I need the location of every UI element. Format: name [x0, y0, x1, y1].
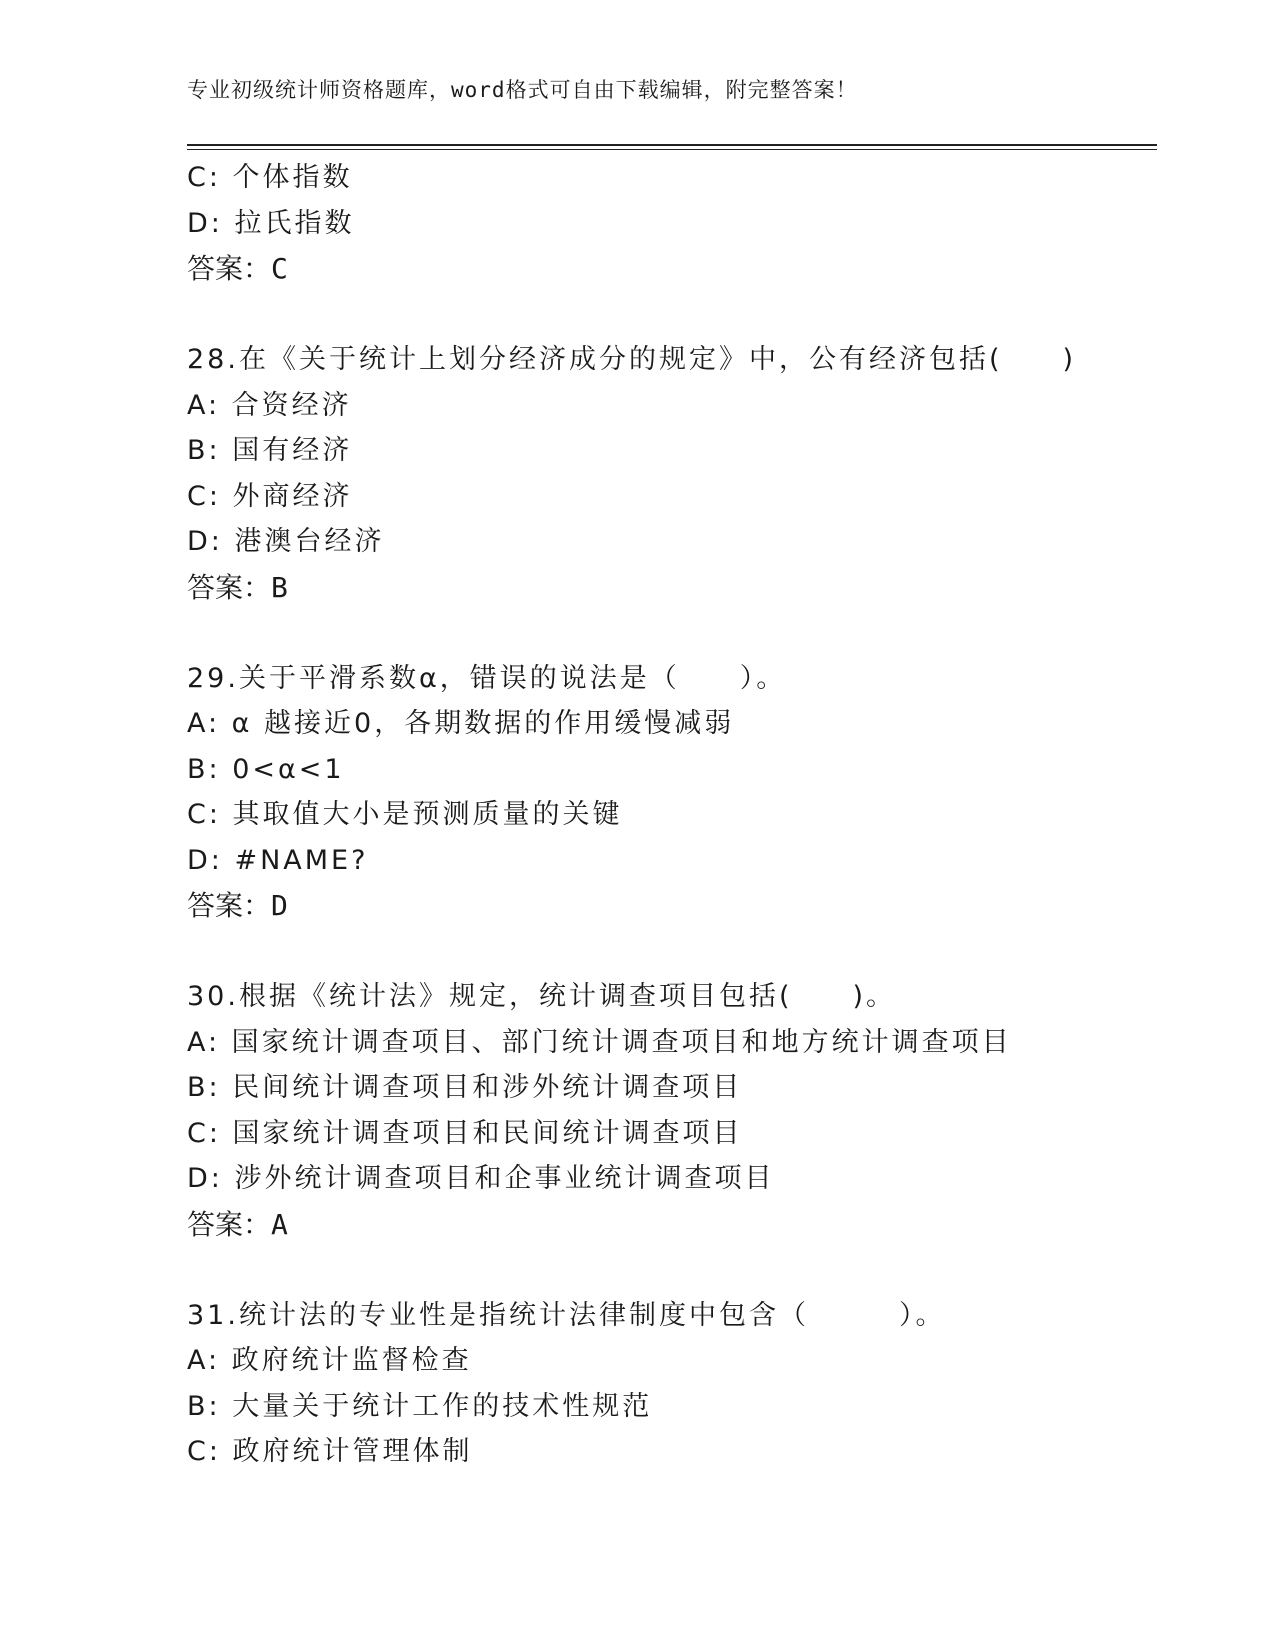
question-block [187, 155, 1147, 292]
option-b: B: 0<α<1 [187, 753, 345, 785]
option-a: A: 国家统计调查项目、部门统计调查项目和地方统计调查项目 [187, 1026, 1012, 1058]
answer: 答案：C [187, 252, 288, 285]
option-c: C: 其取值大小是预测质量的关键 [187, 799, 623, 830]
answer: 答案：D [187, 889, 288, 922]
question-block [187, 337, 1147, 610]
page-header: 专业初级统计师资格题库，word格式可自由下载编辑，附完整答案！ [187, 78, 858, 102]
question-text: 30.根据《统计法》规定，统计调查项目包括( )。 [187, 981, 897, 1012]
option-c: C: 国家统计调查项目和民间统计调查项目 [187, 1117, 743, 1149]
option-a: A: 合资经济 [187, 389, 352, 421]
option-c: C: 个体指数 [187, 162, 353, 193]
question-list [187, 155, 1147, 1475]
question-block [187, 656, 1147, 929]
question-text: 28.在《关于统计上划分经济成分的规定》中，公有经济包括( ) [187, 344, 1077, 375]
option-b: B: 民间统计调查项目和涉外统计调查项目 [187, 1072, 743, 1103]
option-d: D: 港澳台经济 [187, 526, 385, 557]
header-rule-thin [187, 149, 1157, 150]
option-a: A: 政府统计监督检查 [187, 1345, 472, 1376]
question-text: 29.关于平滑系数α，错误的说法是（ ）。 [187, 662, 787, 694]
option-a: A: α 越接近0，各期数据的作用缓慢减弱 [187, 708, 735, 739]
answer: 答案：B [187, 570, 288, 604]
option-d: D: 拉氏指数 [187, 207, 355, 239]
option-d: D: #NAME? [187, 844, 369, 876]
header-rule [187, 144, 1157, 146]
answer: 答案：A [187, 1207, 288, 1241]
option-b: B: 国有经济 [187, 435, 353, 466]
option-d: D: 涉外统计调查项目和企事业统计调查项目 [187, 1163, 775, 1194]
question-block [187, 1293, 1147, 1475]
option-c: C: 外商经济 [187, 480, 353, 512]
option-b: B: 大量关于统计工作的技术性规范 [187, 1390, 653, 1422]
question-block [187, 974, 1147, 1247]
question-text: 31.统计法的专业性是指统计法律制度中包含（ ）。 [187, 1299, 946, 1331]
option-c: C: 政府统计管理体制 [187, 1436, 473, 1467]
